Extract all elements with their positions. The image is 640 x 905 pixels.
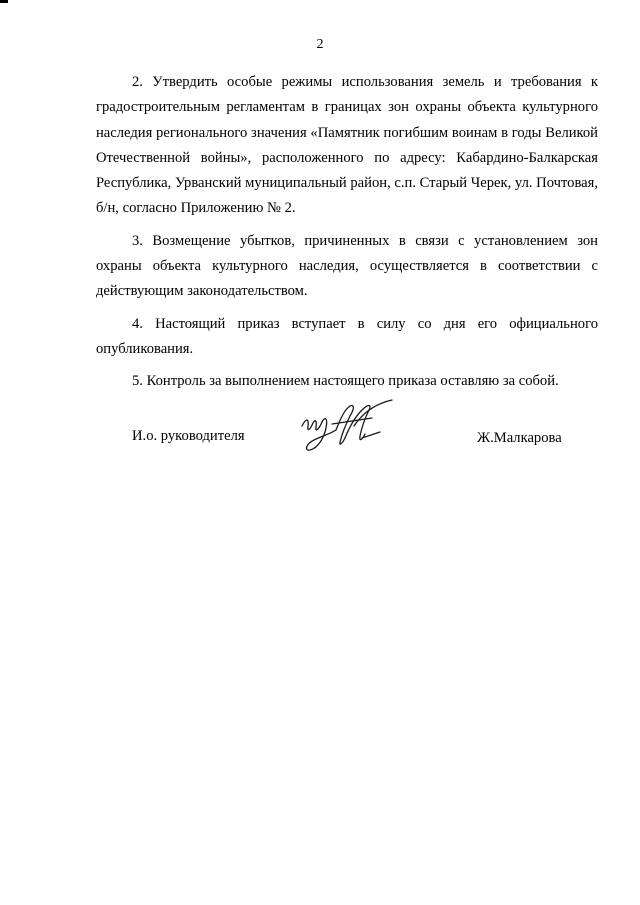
paragraph-3: 3. Возмещение убытков, причиненных в связи с установлением зон охраны объекта культурного наследия, осуществляется в соответствии с действующим законодательством. bbox=[96, 232, 598, 300]
signatory-name: Ж.Малкарова bbox=[477, 430, 562, 446]
paragraph-2: 2. Утвердить особые режимы использования земель и требования к градостроительным регламентам в границах зон охраны объекта культурного наследия регионального значения «Памятник погибшим воинам в годы Великой Отечественной войны», расположенного по адресу: Кабардино-Балкарская Республика, Урванский муниципальный район, с.п. Старый Черек, ул. Почтовая, б/н, согласно Приложению № 2. bbox=[96, 74, 598, 217]
document-body bbox=[96, 70, 598, 395]
signatory-title: И.о. руководителя bbox=[132, 428, 245, 444]
paragraph-5: 5. Контроль за выполнением настоящего приказа оставляю за собой. bbox=[132, 373, 559, 390]
paragraph-4: 4. Настоящий приказ вступает в силу со дня его официального опубликования. bbox=[96, 315, 598, 357]
scan-corner-mark bbox=[0, 0, 8, 3]
handwritten-signature bbox=[292, 396, 400, 454]
page-number: 2 bbox=[316, 37, 324, 52]
